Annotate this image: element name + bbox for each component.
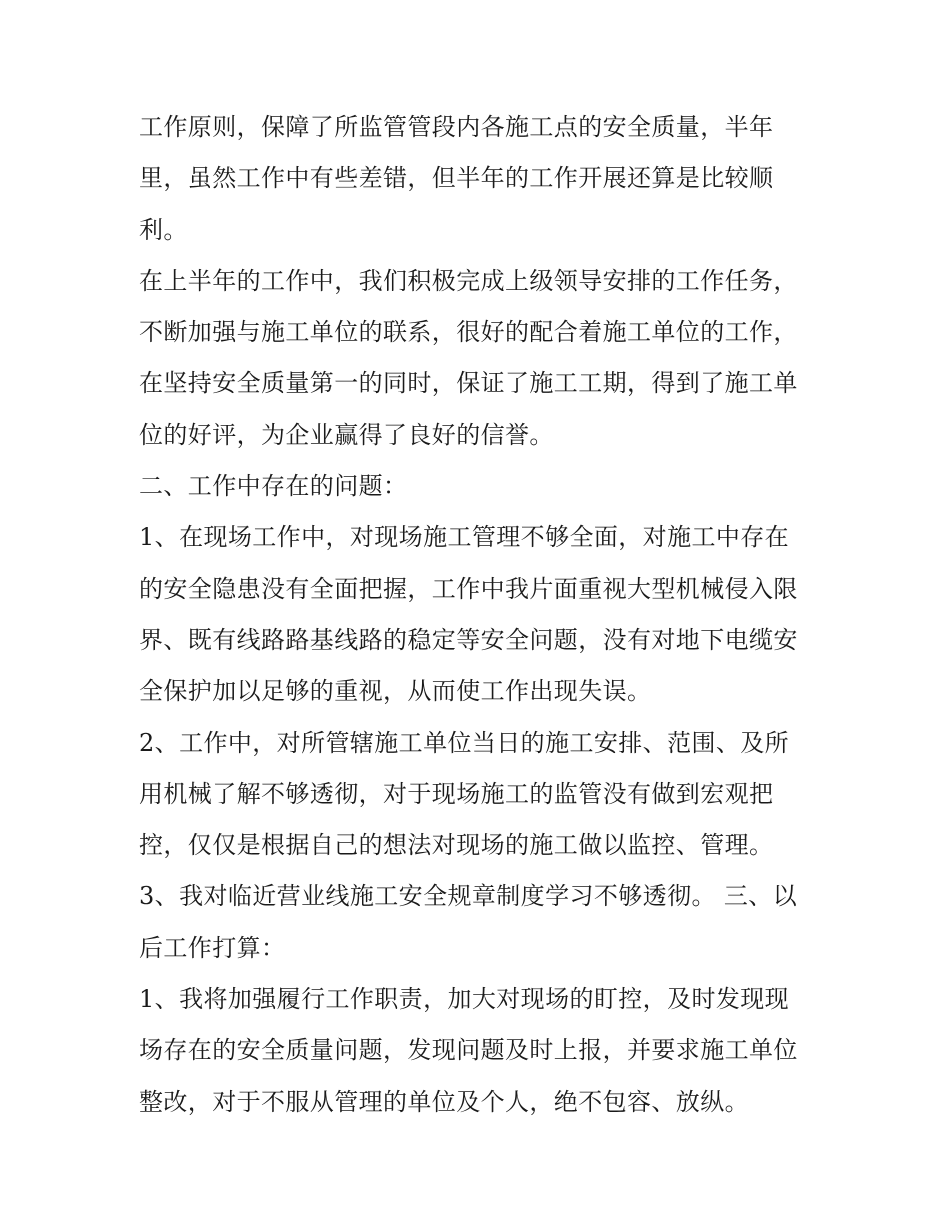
text-line: 利。	[139, 215, 188, 244]
section-heading: 二、工作中存在的问题：	[139, 472, 408, 501]
text-line: 用机械了解不够透彻，对于现场施工的监管没有做到宏观把	[139, 779, 774, 808]
text-line: 工作原则，保障了所监管管段内各施工点的安全质量，半年	[139, 113, 774, 141]
text-line: 位的好评，为企业赢得了良好的信誉。	[139, 420, 554, 449]
text-line: 的安全隐患没有全面把握，工作中我片面重视大型机械侵入限	[139, 574, 798, 603]
text-line: 不断加强与施工单位的联系，很好的配合着施工单位的工作，	[139, 318, 798, 347]
document-body	[139, 102, 819, 1128]
text-line: 2、工作中，对所管辖施工单位当日的施工安排、范围、及所	[139, 728, 790, 757]
text-line: 场存在的安全质量问题，发现问题及时上报，并要求施工单位	[139, 1036, 798, 1065]
text-line: 在坚持安全质量第一的同时，保证了施工工期，得到了施工单	[139, 369, 798, 398]
text-line: 3、我对临近营业线施工安全规章制度学习不够透彻。 三、以	[139, 882, 798, 911]
text-line: 整改，对于不服从管理的单位及个人，绝不包容、放纵。	[139, 1087, 749, 1116]
text-line: 控，仅仅是根据自己的想法对现场的施工做以监控、管理。	[139, 831, 774, 860]
text-line: 1、在现场工作中，对现场施工管理不够全面，对施工中存在	[139, 523, 790, 552]
text-line: 后工作打算：	[139, 933, 286, 962]
text-line: 里，虽然工作中有些差错，但半年的工作开展还算是比较顺	[139, 164, 774, 193]
text-line: 全保护加以足够的重视，从而使工作出现失误。	[139, 677, 652, 706]
text-line: 1、我将加强履行工作职责，加大对现场的盯控，及时发现现	[139, 985, 790, 1014]
text-line: 在上半年的工作中，我们积极完成上级领导安排的工作任务，	[139, 266, 798, 295]
text-line: 界、既有线路路基线路的稳定等安全问题，没有对地下电缆安	[139, 625, 798, 654]
